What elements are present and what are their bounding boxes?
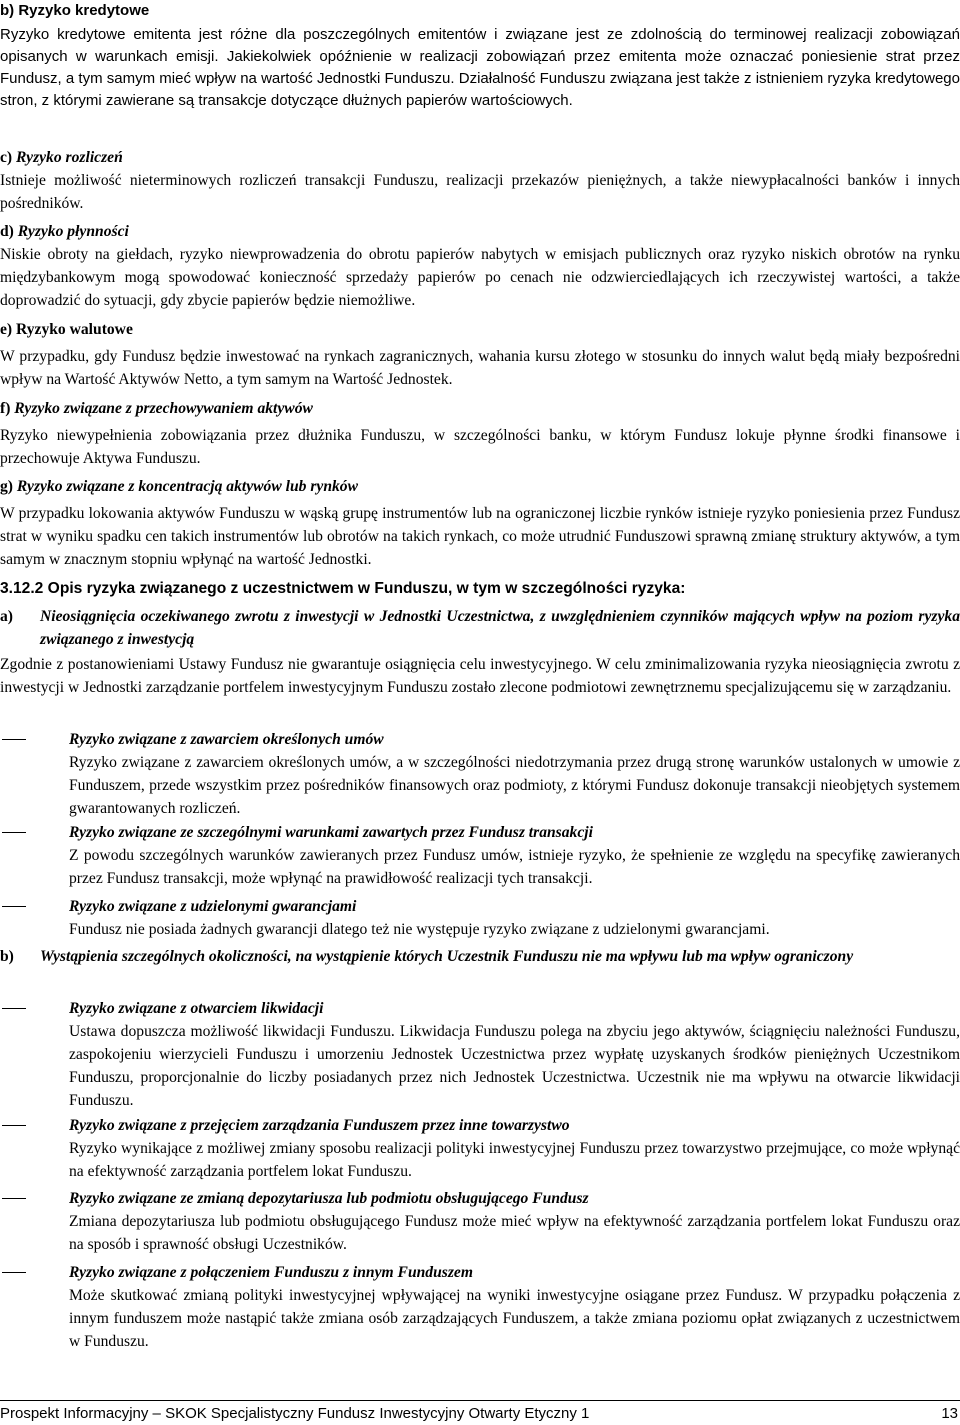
section-heading-concentration-risk	[0, 475, 960, 498]
list-item-body: Ustawa dopuszcza możliwość likwidacji Funduszu. Likwidacja Funduszu polega na zbyciu jego aktywów, ściągnięciu należności Funduszu, zaspokojeniu wierzycieli Funduszu i umorzeniu Jednostek Uczestnictwa przez wypłatę uzyskanych środków pieniężnych Uczestnikom Funduszu, proporcjonalnie do liczby posiadanych przez nich Jednostek Uczestnictwa. Uczestnik nie ma wpływu na otwarcie likwidacji Funduszu.	[69, 1023, 960, 1109]
list-item-body: Fundusz nie posiada żadnych gwarancji dlatego też nie występuje ryzyko związane z udzielonymi gwarancjami.	[69, 921, 770, 938]
list-item-title: Ryzyko związane z udzielonymi gwarancjami	[69, 898, 357, 915]
list-item-body: Z powodu szczególnych warunków zawieranych przez Fundusz umów, istnieje ryzyko, że spełnienie ze względu na specyfikę zawieranych przez Fundusz transakcji, może wpłynąć na prawidłowość realizacji tych transakcji.	[69, 847, 960, 887]
list-item	[0, 1114, 960, 1183]
subsection-label: a)	[0, 608, 13, 625]
dash-bullet	[2, 1272, 26, 1273]
section-label: c)	[0, 149, 13, 166]
section-label: d)	[0, 223, 14, 240]
section-body-liquidity-risk: Niskie obroty na giełdach, ryzyko niewprowadzenia do obrotu papierów nabytych w emisjach publicznych oraz ryzyko niskich obrotów na rynku międzybankowym mogą spowodować konieczność sprzedaży papierów po cenach nie odzwierciedlających ich rzeczywistej wartości, a także doprowadzić do sytuacji, gdy zbycie papierów będzie niemożliwe.	[0, 246, 960, 309]
list-item-body: Może skutkować zmianą polityki inwestycyjnej wpływającej na wyniki inwestycyjne osiągane przez Fundusz. W przypadku połączenia z innym funduszem może nastąpić także zmiana osób zarządzających Funduszem, a także zmiana poziomu opłat związanych z uczestnictwem w Funduszu.	[69, 1287, 960, 1350]
section-title: Ryzyko związane z przechowywaniem aktywów	[14, 400, 313, 417]
list-item	[0, 1187, 960, 1256]
section-body-currency-risk: W przypadku, gdy Fundusz będzie inwestować na rynkach zagranicznych, wahania kursu złotego w stosunku do innych walut będą miały bezpośredni wpływ na Wartość Aktywów Netto, a tym samym na Wartość Jednostek.	[0, 348, 960, 388]
section-heading-liquidity-risk	[0, 220, 960, 243]
section-title: Ryzyko walutowe	[16, 321, 133, 338]
page-number: 13	[941, 1405, 958, 1422]
section-title: Ryzyko związane z koncentracją aktywów lub rynków	[16, 478, 358, 495]
list-item-body: Zmiana depozytariusza lub podmiotu obsługującego Fundusz może mieć wpływ na efektywność zarządzania portfelem lokat Funduszu oraz na sposób i sprawność obsługi Uczestników.	[69, 1213, 960, 1253]
list-item-title: Ryzyko związane z połączeniem Funduszu z innym Funduszem	[69, 1264, 473, 1281]
footer-divider	[0, 1400, 960, 1401]
section-title: Ryzyko płynności	[17, 223, 129, 240]
section-body-settlement-risk: Istnieje możliwość nieterminowych rozliczeń transakcji Funduszu, realizacji przekazów pieniężnych, a także niewypłacalności banków i innych pośredników.	[0, 172, 960, 212]
subsection-body-a: Zgodnie z postanowieniami Ustawy Fundusz nie gwarantuje osiągnięcia celu inwestycyjnego. W celu zminimalizowania ryzyka nieosiągnięcia zwrotu z inwestycji w Jednostki zarządzanie portfelem inwestycyjnym Funduszu zostało zlecone podmiotowi zewnętrznemu specjalizującemu się w zarządzaniu.	[0, 656, 960, 696]
subsection-title: Nieosiągnięcia oczekiwanego zwrotu z inwestycji w Jednostki Uczestnictwa, z uwzględnieniem czynników mających wpływ na poziom ryzyka związanego z inwestycją	[40, 608, 960, 648]
subsection-title: Wystąpienia szczególnych okoliczności, na wystąpienie których Uczestnik Funduszu nie ma wpływu lub ma wpływ ograniczony	[40, 948, 854, 965]
section-title: Ryzyko kredytowe	[18, 2, 150, 19]
subsection-heading-b	[0, 945, 960, 968]
list-item-title: Ryzyko związane z zawarciem określonych umów	[69, 731, 384, 748]
list-item	[0, 1261, 960, 1353]
section-heading-currency-risk	[0, 318, 960, 341]
list-item-title: Ryzyko związane z przejęciem zarządzania Funduszem przez inne towarzystwo	[69, 1117, 570, 1134]
list-item-body: Ryzyko wynikające z możliwej zmiany sposobu realizacji polityki inwestycyjnej Funduszu przez towarzystwo przejmujące, co może wpłynąć na efektywność zarządzania portfelem lokat Funduszu.	[69, 1140, 960, 1180]
section-heading-3-12-2: 3.12.2 Opis ryzyka związanego z uczestnictwem w Funduszu, w tym w szczególności ryzyka:	[0, 580, 686, 597]
subsection-heading-a	[0, 605, 960, 651]
section-label: e)	[0, 321, 13, 338]
list-item	[0, 895, 960, 941]
list-item-title: Ryzyko związane ze zmianą depozytariusza lub podmiotu obsługującego Fundusz	[69, 1190, 589, 1207]
dash-bullet	[2, 739, 26, 740]
list-item	[0, 728, 960, 820]
section-body-credit-risk: Ryzyko kredytowe emitenta jest różne dla poszczególnych emitentów i związane jest ze zdolnością do terminowej realizacji zobowiązań opisanych w warunkach emisji. Jakiekolwiek opóźnienie w realizacji zobowiązań przez emitenta może oznaczać poniesienie strat przez Fundusz, a tym samym mieć wpływ na wartość Jednostki Funduszu. Działalność Funduszu związana jest także z istnieniem ryzyka kredytowego stron, z którymi zawierane są transakcje dotyczące dłużnych papierów wartościowych.	[0, 26, 960, 109]
list-item-body: Ryzyko związane z zawarciem określonych umów, a w szczególności niedotrzymania przez drugą stronę warunków ustalonych w umowie z Funduszem, przede wszystkim przez pośredników finansowych oraz podmioty, z którymi Fundusz dokonuje transakcji nieobjętych systemem gwarantowanych rozliczeń.	[69, 754, 960, 817]
subsection-label: b)	[0, 948, 14, 965]
section-heading-credit-risk	[0, 0, 960, 22]
footer-title: Prospekt Informacyjny – SKOK Specjalistyczny Fundusz Inwestycyjny Otwarty Etyczny 1	[0, 1405, 590, 1422]
dash-bullet	[2, 1198, 26, 1199]
section-body-concentration-risk: W przypadku lokowania aktywów Funduszu w wąską grupę instrumentów lub na ograniczonej liczbie rynków istnieje ryzyko poniesienia przez Fundusz strat w wyniku spadku cen takich instrumentów lub obrotów na takich rynkach, co może utrudnić Funduszowi sprawną zmianę struktury aktywów, a tym samym w znacznym stopniu wpłynąć na wartość Jednostki.	[0, 505, 960, 568]
section-heading-settlement-risk	[0, 146, 960, 169]
section-label: g)	[0, 478, 13, 495]
dash-bullet	[2, 906, 26, 907]
section-label: b)	[0, 2, 15, 19]
section-body-custody-risk: Ryzyko niewypełnienia zobowiązania przez dłużnika Funduszu, w szczególności banku, w którym Fundusz lokuje płynne środki finansowe i przechowuje Aktywa Funduszu.	[0, 427, 960, 467]
dash-bullet	[2, 1125, 26, 1126]
list-item-title: Ryzyko związane ze szczególnymi warunkami zawartych przez Fundusz transakcji	[69, 824, 593, 841]
list-item	[0, 997, 960, 1112]
dash-bullet	[2, 832, 26, 833]
list-item-title: Ryzyko związane z otwarciem likwidacji	[69, 1000, 324, 1017]
list-item	[0, 821, 960, 890]
section-title: Ryzyko rozliczeń	[16, 149, 123, 166]
section-heading-custody-risk	[0, 397, 960, 420]
dash-bullet	[2, 1008, 26, 1009]
section-label: f)	[0, 400, 11, 417]
